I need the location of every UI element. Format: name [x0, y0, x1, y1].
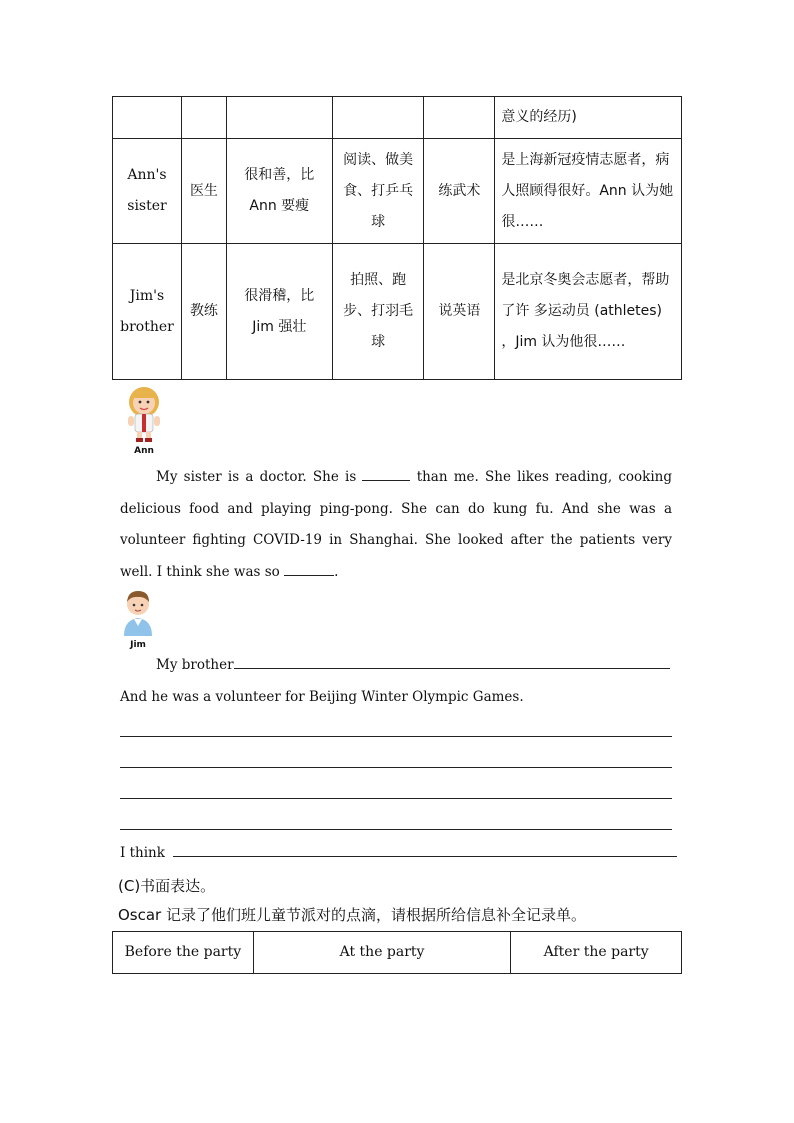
table-cell-experience: 是上海新冠疫情志愿者，病人照顾得很好。Ann 认为她很…… — [495, 139, 682, 244]
table-row — [113, 139, 682, 244]
answer-line-3[interactable] — [120, 798, 672, 799]
ann-text-2: than me. She likes reading, cooking delicious food and playing ping-pong. She can do kung fu. And she was a volunteer fighting COVID-19 in Shanghai. She looked after the patients very well. I think she was so — [120, 469, 673, 581]
i-think-line — [120, 838, 672, 870]
jim-start-line — [156, 650, 676, 682]
jim-caption: Jim — [130, 640, 146, 650]
ann-girl-icon — [118, 384, 170, 442]
ann-text-3: . — [334, 564, 339, 581]
table-cell-personality: 很滑稽，比 Jim 强壮 — [226, 244, 332, 380]
jim-avatar — [116, 586, 160, 650]
answer-line-2[interactable] — [120, 767, 672, 768]
jim-start-text: My brother — [156, 657, 234, 673]
info-table — [112, 96, 682, 380]
table-cell-personality: 很和善，比 Ann 要瘦 — [226, 139, 332, 244]
table-cell-experience-top: 意义的经历) — [495, 97, 682, 139]
table-row — [113, 244, 682, 380]
table-cell-person: Ann's sister — [113, 139, 182, 244]
table-cell-job: 医生 — [181, 139, 226, 244]
table-cell-experience: 是北京冬奥会志愿者，帮助了许 多运动员 (athletes) ，Jim 认为他很…… — [495, 244, 682, 380]
answer-line-4[interactable] — [120, 829, 672, 830]
table-cell-job: 教练 — [181, 244, 226, 380]
record-table — [112, 931, 682, 974]
i-think-blank[interactable] — [173, 842, 677, 857]
ann-text-1: My sister is a doctor. She is — [156, 469, 357, 485]
ann-blank-1[interactable] — [362, 466, 410, 481]
section-c-title: (C)书面表达。 — [118, 877, 216, 895]
table-cell-hobbies: 拍照、跑步、打羽毛球 — [332, 244, 424, 380]
header-after-party: After the party — [511, 932, 682, 974]
ann-paragraph — [120, 462, 672, 589]
record-table-header — [113, 932, 682, 974]
table-top-row — [113, 97, 682, 139]
jim-boy-icon — [116, 586, 160, 636]
table-cell-ability: 说英语 — [424, 244, 495, 380]
ann-caption: Ann — [134, 446, 154, 456]
answer-line-1[interactable] — [120, 736, 672, 737]
table-cell-ability: 练武术 — [424, 139, 495, 244]
table-cell-hobbies: 阅读、做美食、打乒乓球 — [332, 139, 424, 244]
jim-line-2: And he was a volunteer for Beijing Winter Olympic Games. — [120, 689, 524, 705]
i-think-text: I think — [120, 845, 165, 861]
header-at-party: At the party — [253, 932, 510, 974]
ann-avatar — [118, 384, 170, 456]
ann-blank-2[interactable] — [284, 561, 334, 576]
jim-blank-1[interactable] — [234, 654, 670, 669]
table-cell-person: Jim's brother — [113, 244, 182, 380]
section-c-instruction: Oscar 记录了他们班儿童节派对的点滴，请根据所给信息补全记录单。 — [118, 906, 586, 924]
header-before-party: Before the party — [113, 932, 254, 974]
